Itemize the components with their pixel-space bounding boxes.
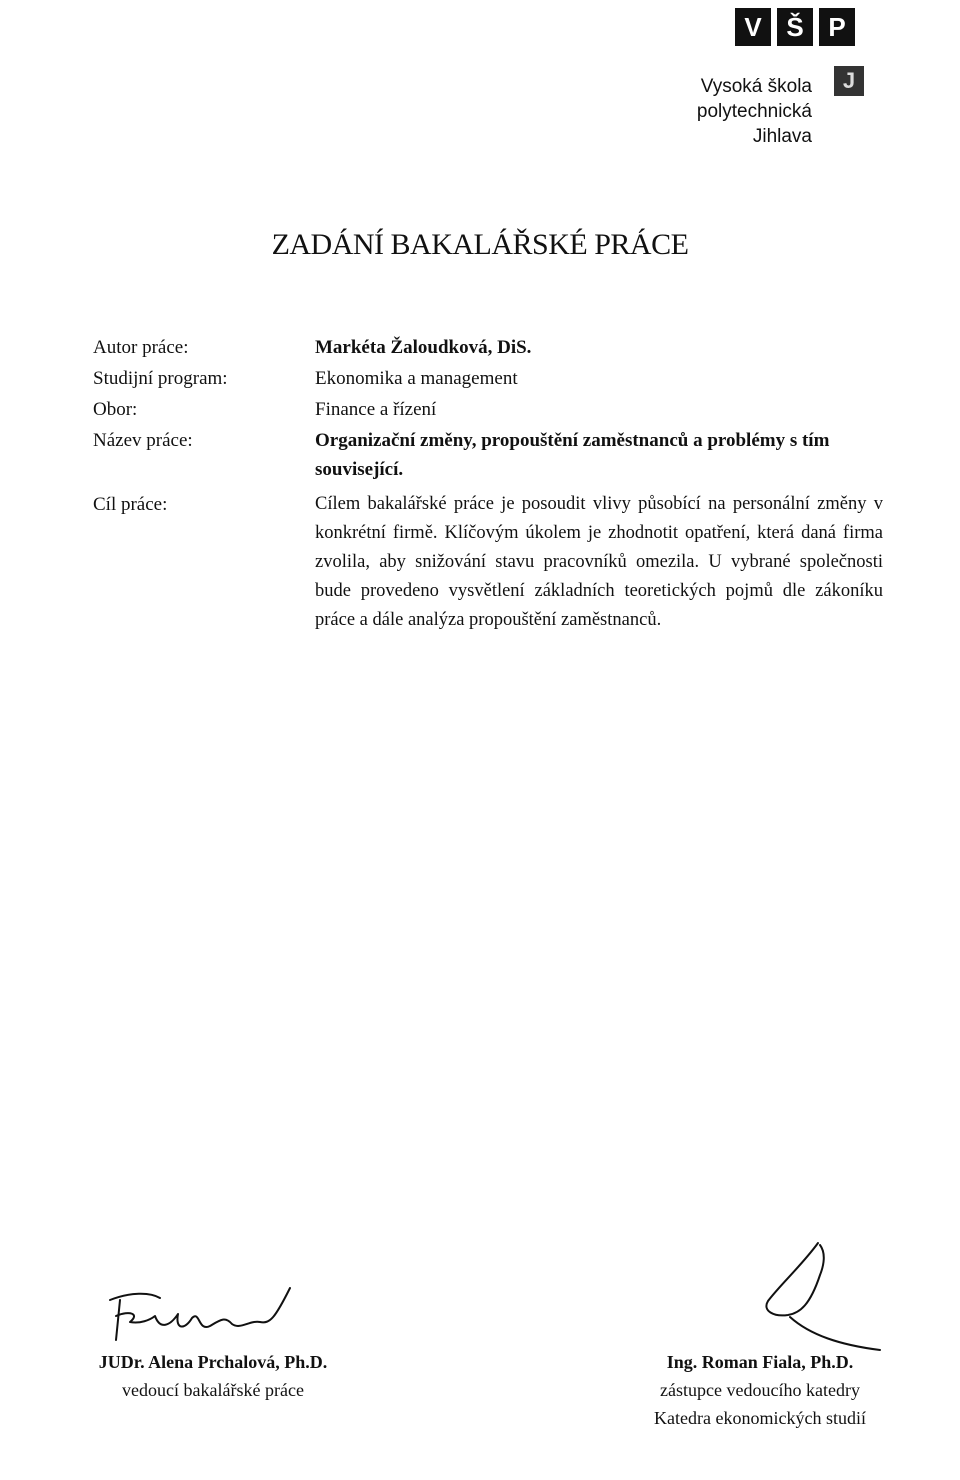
logo-letters [735,8,855,46]
goal-value: Cílem bakalářské práce je posoudit vlivy působící na personální změny v konkrétní firmě. Klíčovým úkolem je zhodnotit opatření, která daná firma zvolila, aby snižování stavu pracovníků omezila. U vybrané společnosti bude provedeno vysvětlení základních teoretických pojmů dle zákoníku práce a dále analýza propouštění zaměstnanců. [315,494,883,630]
thesis-title-row [93,426,883,484]
author-value: Markéta Žaloudková, DiS. [315,337,532,358]
program-row [93,364,883,393]
department-name: Katedra ekonomických studií [654,1408,866,1428]
document-title: ZADÁNÍ BAKALÁŘSKÉ PRÁCE [271,228,689,261]
goal-label: Cíl práce: [93,494,168,515]
goal-row [93,490,883,635]
program-label: Studijní program: [93,368,228,389]
school-name [640,74,812,149]
thesis-title-value: Organizační změny, propouštění zaměstnanců a problémy s tím související. [315,430,830,480]
signature-block-left [73,1348,353,1404]
logo-letter-p: P [819,8,855,46]
field-value: Finance a řízení [315,399,437,420]
author-label: Autor práce: [93,337,189,358]
school-name-line-2: polytechnická [696,101,812,122]
field-label: Obor: [93,399,138,420]
signature-right [740,1235,890,1355]
deputy-head-name: Ing. Roman Fiala, Ph.D. [666,1352,854,1372]
logo-mark-j: J [834,66,864,96]
thesis-fields [93,333,883,637]
author-row [93,333,883,362]
supervisor-role: vedoucí bakalářské práce [122,1380,304,1400]
thesis-title-label: Název práce: [93,430,193,451]
signature-left [100,1280,300,1350]
deputy-head-role: zástupce vedoucího katedry [660,1380,860,1400]
supervisor-name: JUDr. Alena Prchalová, Ph.D. [98,1352,328,1372]
signature-block-right [620,1348,900,1432]
logo-letter-v: V [735,8,771,46]
logo-letter-s: Š [777,8,813,46]
school-name-line-1: Vysoká škola [700,76,812,97]
program-value: Ekonomika a management [315,368,518,389]
school-name-line-3: Jihlava [752,126,812,147]
field-row [93,395,883,424]
